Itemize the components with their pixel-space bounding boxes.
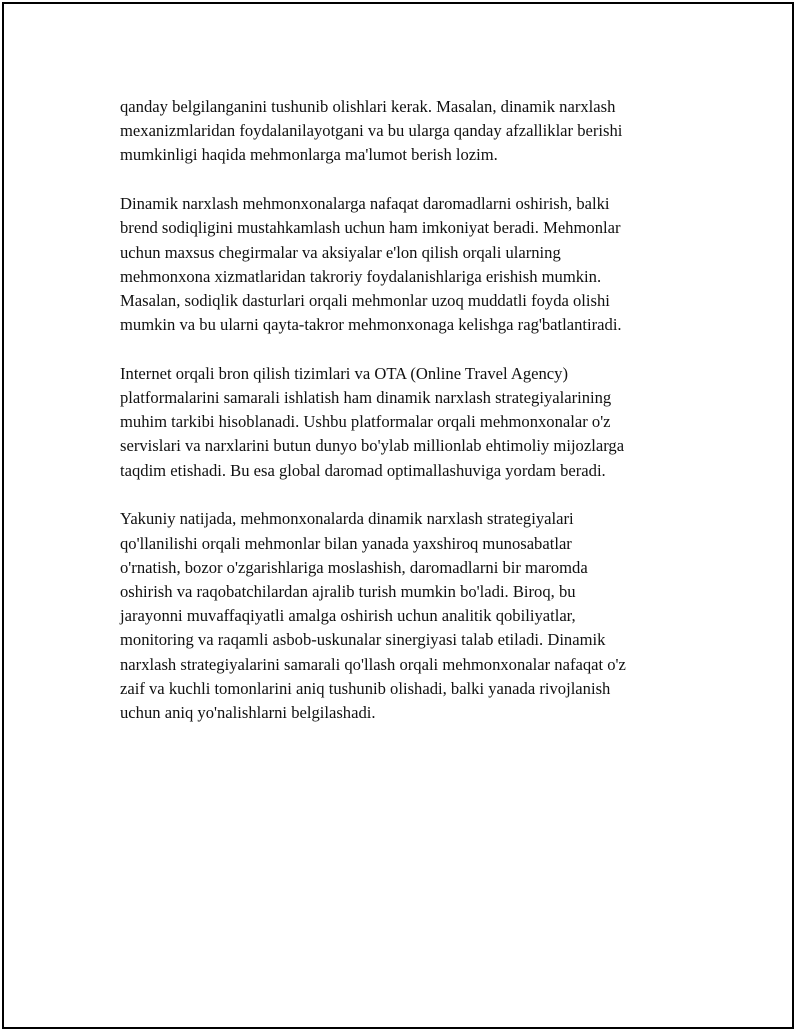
text-line: o'rnatish, bozor o'zgarishlariga moslashish, daromadlarni bir maromda [120, 557, 588, 577]
paragraph-2 [120, 192, 700, 337]
text-line: mehmonxona xizmatlaridan takroriy foydalanishlariga erishish mumkin. [120, 266, 602, 286]
text-line: mumkin va bu ularni qayta-takror mehmonxonaga kelishga rag'batlantiradi. [120, 315, 622, 335]
text-line: zaif va kuchli tomonlarini aniq tushunib olishadi, balki yanada rivojlanish [120, 678, 611, 698]
text-line: monitoring va raqamli asbob-uskunalar sinergiyasi talab etiladi. Dinamik [120, 630, 606, 650]
text-line: muhim tarkibi hisoblanadi. Ushbu platformalar orqali mehmonxonalar o'z [120, 412, 611, 432]
text-line: qo'llanilishi orqali mehmonlar bilan yanada yaxshiroq munosabatlar [120, 533, 572, 553]
text-line: mexanizmlaridan foydalanilayotgani va bu ularga qanday afzalliklar berishi [120, 121, 623, 141]
text-line: mumkinligi haqida mehmonlarga ma'lumot berish lozim. [120, 145, 498, 165]
text-line: Internet orqali bron qilish tizimlari va OTA (Online Travel Agency) [120, 363, 568, 383]
text-line: Dinamik narxlash mehmonxonalarga nafaqat daromadlarni oshirish, balki [120, 194, 610, 214]
text-line: uchun maxsus chegirmalar va aksiyalar e'lon qilish orqali ularning [120, 242, 561, 262]
text-line: narxlash strategiyalarini samarali qo'llash orqali mehmonxonalar nafaqat o'z [120, 654, 626, 674]
text-line: Yakuniy natijada, mehmonxonalarda dinamik narxlash strategiyalari [120, 509, 574, 529]
text-line: Masalan, sodiqlik dasturlari orqali mehmonlar uzoq muddatli foyda olishi [120, 290, 610, 310]
paragraph-1 [120, 95, 700, 168]
document-page [2, 2, 794, 1029]
paragraph-3 [120, 362, 700, 483]
paragraph-4 [120, 507, 700, 725]
text-line: servislari va narxlarini butun dunyo bo'ylab millionlab ehtimoliy mijozlarga [120, 436, 625, 456]
document-body [120, 95, 700, 750]
text-line: uchun aniq yo'nalishlarni belgilashadi. [120, 702, 376, 722]
text-line: qanday belgilanganini tushunib olishlari kerak. Masalan, dinamik narxlash [120, 97, 616, 116]
text-line: jarayonni muvaffaqiyatli amalga oshirish uchun analitik qobiliyatlar, [120, 606, 576, 626]
text-line: oshirish va raqobatchilardan ajralib turish mumkin bo'ladi. Biroq, bu [120, 581, 576, 601]
text-line: brend sodiqligini mustahkamlash uchun ham imkoniyat beradi. Mehmonlar [120, 218, 621, 238]
text-line: taqdim etishadi. Bu esa global daromad optimallashuviga yordam beradi. [120, 460, 606, 480]
text-line: platformalarini samarali ishlatish ham dinamik narxlash strategiyalarining [120, 388, 612, 408]
